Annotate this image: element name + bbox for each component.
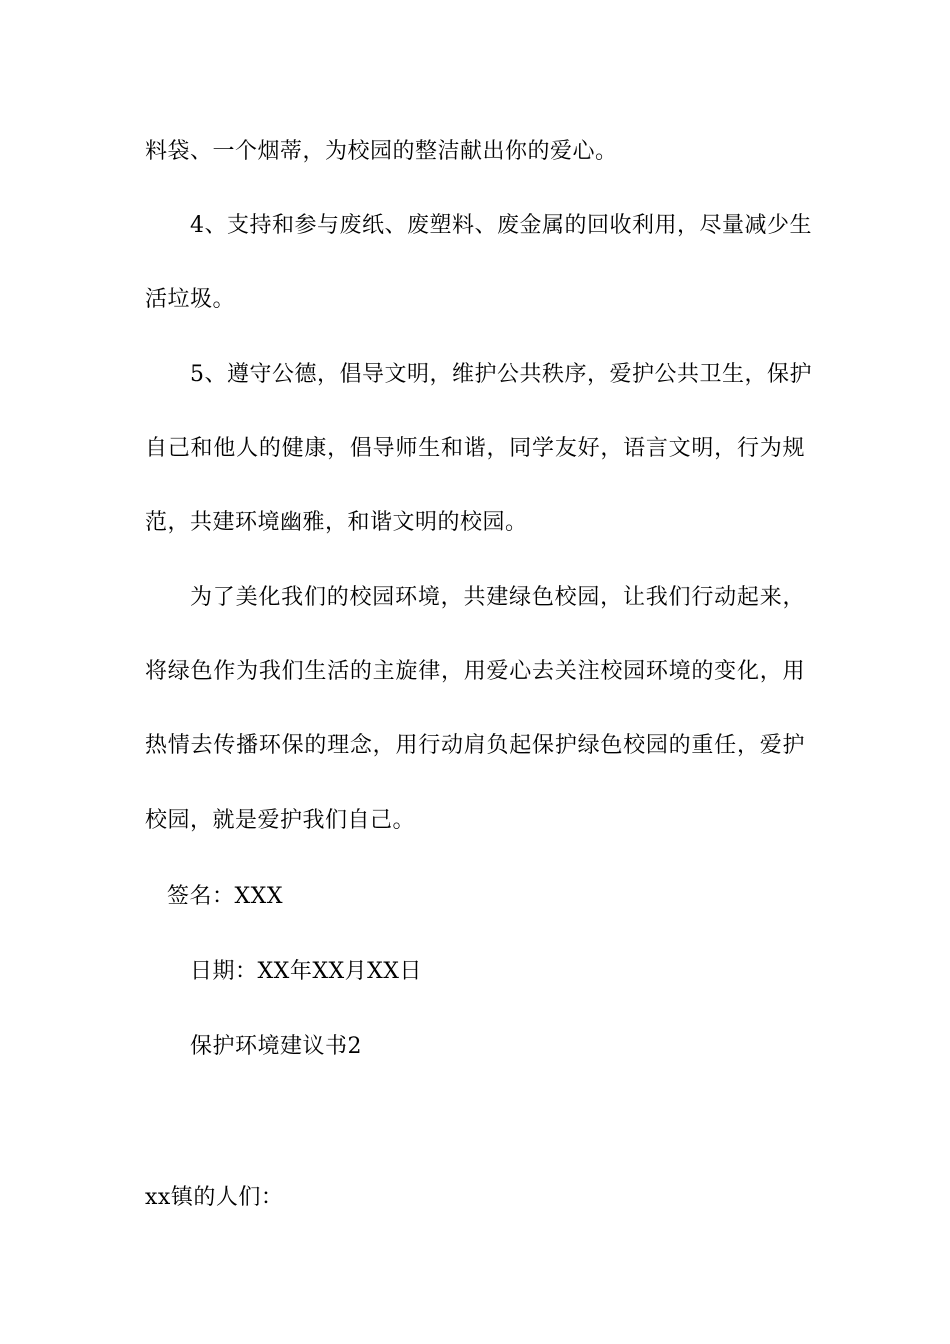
- salutation: xx镇的人们：: [145, 1185, 284, 1210]
- item-5-line-3: 范，共建环境幽雅，和谐文明的校园。: [145, 510, 528, 535]
- item-5-line-1: 5、遵守公德，倡导文明，维护公共秩序，爱护公共卫生，保护: [190, 362, 812, 387]
- closing-para-line-3: 热情去传播环保的理念，用行动肩负起保护绿色校园的重任，爱护: [145, 733, 805, 758]
- next-section-title: 保护环境建议书2: [190, 1034, 362, 1059]
- closing-para-line-4: 校园，就是爱护我们自己。: [145, 808, 416, 833]
- closing-para-line-2: 将绿色作为我们生活的主旋律，用爱心去关注校园环境的变化，用: [145, 659, 805, 684]
- item-4-line-2: 活垃圾。: [145, 287, 236, 312]
- item-4-line-1: 4、支持和参与废纸、废塑料、废金属的回收利用，尽量减少生: [190, 213, 812, 238]
- date: 日期：XX年XX月XX日: [190, 959, 422, 984]
- signature: 签名：XXX: [167, 884, 283, 909]
- paragraph-3-line-end: 料袋、一个烟蒂，为校园的整洁献出你的爱心。: [145, 139, 618, 164]
- item-5-line-2: 自己和他人的健康，倡导师生和谐，同学友好，语言文明，行为规: [145, 436, 805, 461]
- closing-para-line-1: 为了美化我们的校园环境，共建绿色校园，让我们行动起来，: [190, 585, 805, 610]
